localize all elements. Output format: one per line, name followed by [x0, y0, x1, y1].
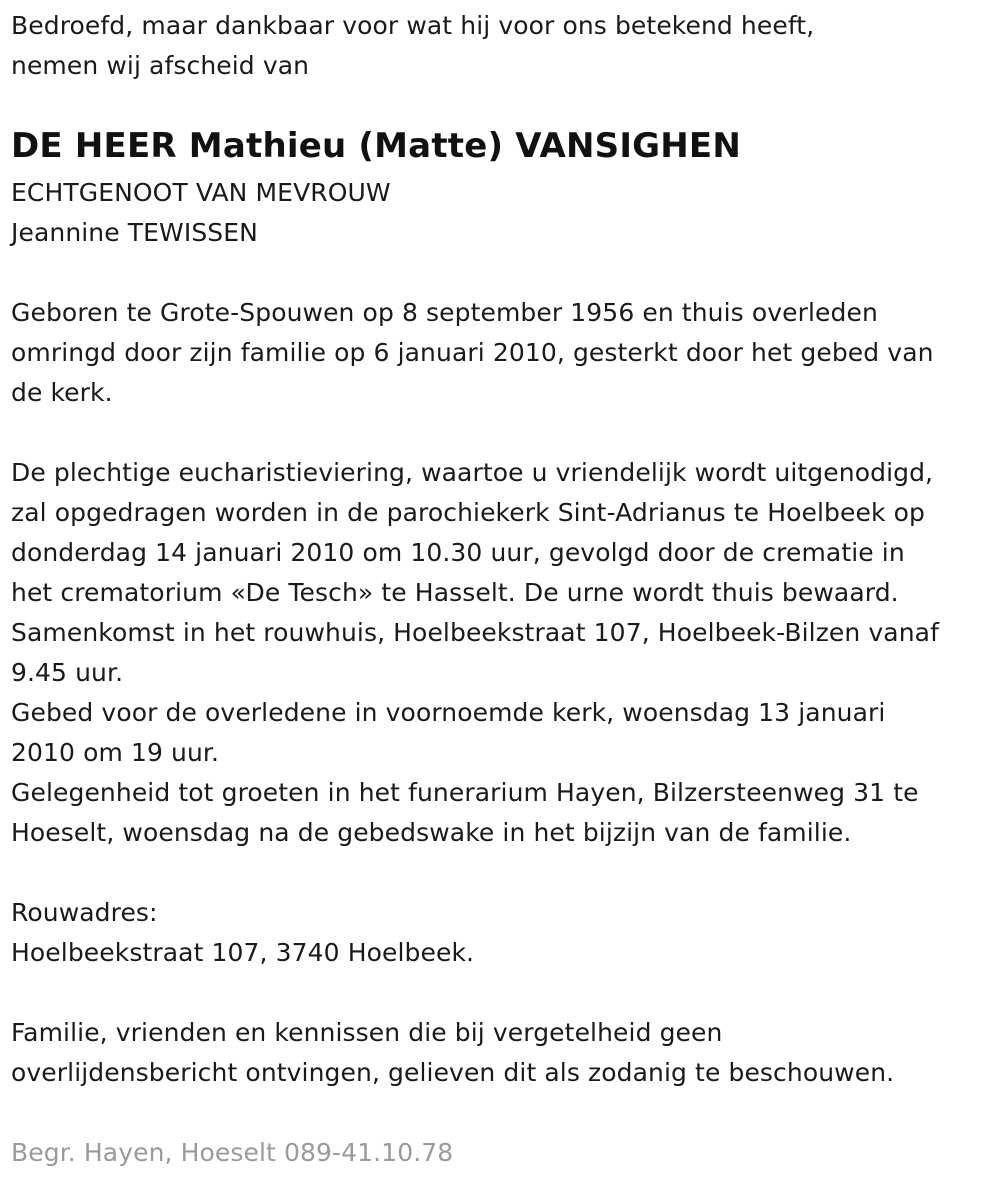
spouse-line: Jeannine TEWISSEN [11, 218, 258, 247]
closing-line: Familie, vrienden en kennissen die bij vergetelheid geen [11, 1018, 723, 1047]
funeral-director-credit: Begr. Hayen, Hoeselt 089-41.10.78 [11, 1138, 454, 1167]
ceremony-line: donderdag 14 januari 2010 om 10.30 uur, gevolgd door de crematie in [11, 538, 905, 567]
closing-line: overlijdensbericht ontvingen, gelieven dit als zodanig te beschouwen. [11, 1058, 895, 1087]
spouse-line: ECHTGENOOT VAN MEVROUW [11, 178, 391, 207]
ceremony-line: Samenkomst in het rouwhuis, Hoelbeekstraat 107, Hoelbeek-Bilzen vanaf [11, 618, 939, 647]
ceremony-line: Gebed voor de overledene in voornoemde kerk, woensdag 13 januari [11, 698, 886, 727]
address-line: Hoelbeekstraat 107, 3740 Hoelbeek. [11, 938, 475, 967]
birth-death-line: omringd door zijn familie op 6 januari 2010, gesterkt door het gebed van [11, 338, 934, 367]
intro-line: Bedroefd, maar dankbaar voor wat hij voor ons betekend heeft, [11, 11, 815, 40]
ceremony-line: De plechtige eucharistieviering, waartoe u vriendelijk wordt uitgenodigd, [11, 458, 934, 487]
ceremony-line: het crematorium «De Tesch» te Hasselt. De urne wordt thuis bewaard. [11, 578, 899, 607]
address-label: Rouwadres: [11, 898, 158, 927]
ceremony-line: Hoeselt, woensdag na de gebedswake in het bijzijn van de familie. [11, 818, 852, 847]
ceremony-line: 9.45 uur. [11, 658, 124, 687]
birth-death-line: de kerk. [11, 378, 113, 407]
intro-line: nemen wij afscheid van [11, 51, 310, 80]
ceremony-line: 2010 om 19 uur. [11, 738, 220, 767]
ceremony-line: zal opgedragen worden in de parochiekerk Sint-Adrianus te Hoelbeek op [11, 498, 925, 527]
birth-death-line: Geboren te Grote-Spouwen op 8 september 1956 en thuis overleden [11, 298, 878, 327]
deceased-name: DE HEER Mathieu (Matte) VANSIGHEN [11, 126, 742, 166]
ceremony-line: Gelegenheid tot groeten in het funerarium Hayen, Bilzersteenweg 31 te [11, 778, 919, 807]
